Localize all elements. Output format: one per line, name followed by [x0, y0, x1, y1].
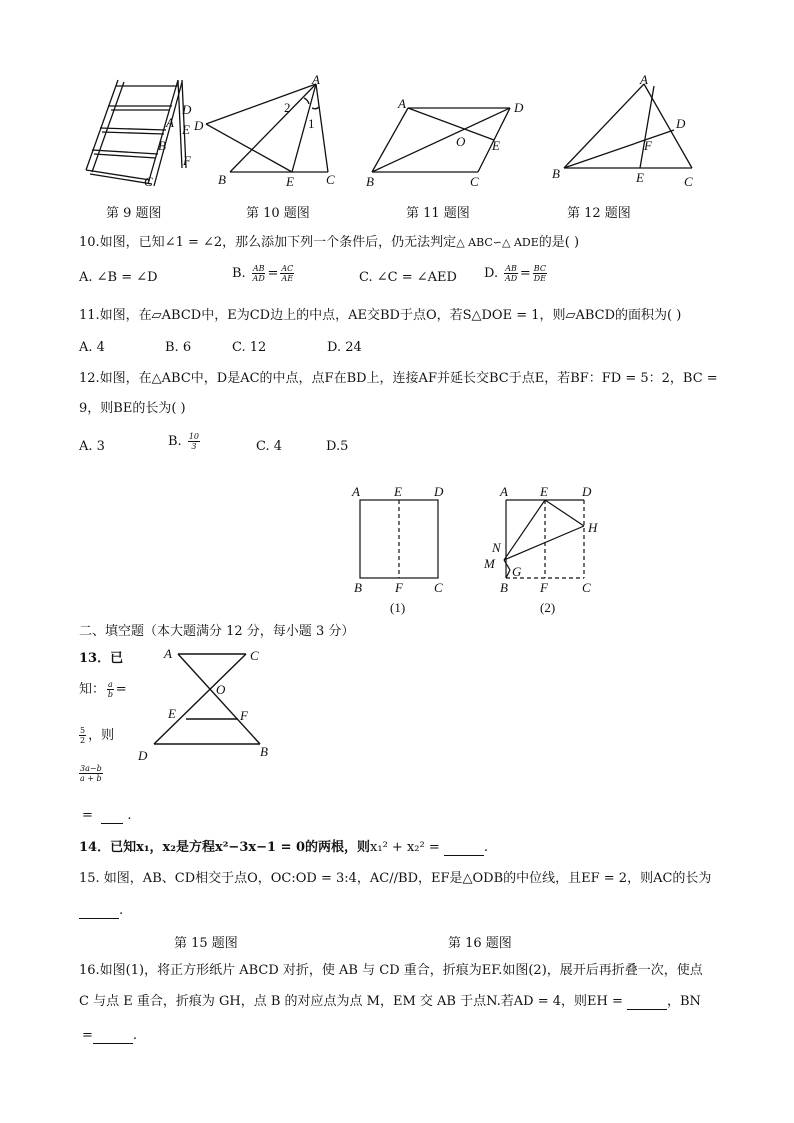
f16b-label-D: D: [582, 484, 592, 499]
q10-option-c: C. ∠C = ∠AED: [359, 270, 457, 285]
q12-option-c: C. 4: [256, 439, 283, 454]
f15-label-F: F: [240, 708, 248, 723]
f16b-label-F: F: [540, 580, 548, 595]
q13-answer: = .: [82, 808, 132, 823]
f16a-label-A: A: [352, 484, 360, 499]
f16b-label-A: A: [500, 484, 508, 499]
q11-option-a: A. 4: [79, 340, 105, 355]
f11-label-A: A: [398, 96, 406, 111]
q13-line2: 知： $\frac{a}{b}$ =: [79, 680, 127, 699]
f9-label-B: B: [158, 138, 166, 153]
f16a-label-C: C: [434, 580, 443, 595]
f16b-label-G: G: [512, 564, 522, 579]
figure-10-triangles: [192, 72, 352, 190]
f16a-label-B: B: [354, 580, 362, 595]
f10-label-B: B: [218, 172, 226, 187]
f11-label-C: C: [470, 174, 479, 189]
q16-line2: C 与点 E 重合，折痕为 GH，点 B 的对应点为点 M，EM 交 AB 于点N.若AD = 4，则EH = ，BN: [79, 994, 701, 1009]
q16-line3: = .: [82, 1028, 138, 1043]
f10-label-2: 2: [284, 100, 291, 115]
q13-line1: 13．已: [79, 651, 124, 666]
q12-option-b: B. $\frac{10}{3}$: [168, 432, 200, 451]
f15-label-A: A: [164, 646, 172, 661]
q12-stem-line1: 12.如图，在△ABC中，D是AC的中点，点F在BD上，连接AF并延长交BC于点E，若BF：FD = 5：2，BC =: [79, 371, 718, 386]
f16b-label-E: E: [540, 484, 548, 499]
f16b-label-N: N: [492, 540, 501, 555]
f10-label-A: A: [312, 72, 320, 87]
caption-fig15: 第 15 题图: [174, 936, 238, 951]
f10-label-C: C: [326, 172, 335, 187]
caption-fig9: 第 9 题图: [106, 206, 162, 221]
q10-option-a: A. ∠B = ∠D: [79, 270, 158, 285]
f9-label-A: A: [166, 115, 174, 130]
f16b-label-B: B: [500, 580, 508, 595]
f16a-caption: (1): [390, 600, 406, 615]
q13-line3: $\frac{5}{2}$ ，则: [80, 726, 115, 745]
f11-label-B: B: [366, 174, 374, 189]
f12-label-B: B: [552, 166, 560, 181]
q16-bn-blank[interactable]: [93, 1031, 133, 1044]
q16-eh-blank[interactable]: [627, 997, 667, 1010]
f16a-label-E: E: [394, 484, 402, 499]
q10-option-d: D. $\frac{AB}{AD}$ = $\frac{BC}{DE}$: [484, 264, 546, 283]
f10-label-E: E: [286, 174, 294, 189]
figure-15-hourglass: [134, 640, 284, 764]
f10-label-1: 1: [308, 116, 315, 131]
q15-line2: .: [79, 903, 123, 919]
figure-16-2-folded-square: [478, 484, 608, 620]
f10-label-D: D: [194, 118, 204, 133]
q10-stem: 10.如图，已知∠1 = ∠2，那么添加下列一个条件后，仍无法判定△ ABC∽△ ADE的是( ): [79, 235, 580, 250]
f12-label-C: C: [684, 174, 693, 189]
f9-label-F: F: [183, 153, 191, 168]
q12-stem-line2: 9，则BE的长为( ): [79, 401, 186, 416]
q11-option-c: C. 12: [232, 340, 267, 355]
f15-label-O: O: [216, 682, 226, 697]
q15-answer-blank[interactable]: [79, 906, 119, 919]
q11-option-b: B. 6: [165, 340, 192, 355]
f11-label-E: E: [492, 138, 500, 153]
q14-stem: 14．已知x₁，x₂是方程x²−3x−1 = 0的两根，则x₁² + x₂² = .: [79, 840, 489, 855]
q11-stem: 11.如图，在▱ABCD中，E为CD边上的中点，AE交BD于点O，若S△DOE = 1，则▱ABCD的面积为( ): [79, 308, 682, 323]
q16-line1: 16.如图(1)，将正方形纸片 ABCD 对折，使 AB 与 CD 重合，折痕为EF.如图(2)，展开后再折叠一次，使点: [79, 963, 703, 978]
caption-fig10: 第 10 题图: [246, 206, 310, 221]
q13-answer-blank[interactable]: [101, 811, 123, 824]
caption-fig12: 第 12 题图: [567, 206, 631, 221]
caption-fig16: 第 16 题图: [448, 936, 512, 951]
f16b-label-M: M: [484, 556, 495, 571]
f9-label-C: C: [144, 174, 153, 189]
f11-label-D: D: [514, 100, 524, 115]
f15-label-C: C: [250, 648, 259, 663]
f9-label-E: E: [182, 122, 190, 137]
q14-answer-blank[interactable]: [444, 843, 484, 856]
figure-9-shelf: [78, 72, 198, 190]
f12-label-D: D: [676, 116, 686, 131]
q12-option-a: A. 3: [79, 439, 105, 454]
f11-label-O: O: [456, 134, 466, 149]
q13-line4: $\frac{3a-b}{a + b}$: [80, 764, 102, 783]
caption-fig11: 第 11 题图: [406, 206, 470, 221]
figure-16-1-square: [348, 484, 458, 620]
f16b-caption: (2): [540, 600, 556, 615]
q11-option-d: D. 24: [327, 340, 362, 355]
f16a-label-D: D: [434, 484, 444, 499]
figure-11-parallelogram: [360, 88, 540, 192]
f16b-label-C: C: [582, 580, 591, 595]
section-2-heading: 二、填空题（本大题满分 12 分，每小题 3 分）: [79, 624, 355, 639]
q15-line1: 15. 如图，AB、CD相交于点O，OC:OD = 3:4，AC//BD，EF是△ODB的中位线，且EF = 2，则AC的长为: [79, 871, 712, 886]
f15-label-E: E: [168, 706, 176, 721]
f16b-label-H: H: [588, 520, 598, 535]
f12-label-E: E: [636, 170, 644, 185]
f12-label-F: F: [644, 138, 652, 153]
f15-label-B: B: [260, 744, 268, 759]
figure-12-triangle: [548, 72, 708, 190]
f12-label-A: A: [640, 72, 648, 87]
q10-option-b: B. $\frac{AB}{AD}$ = $\frac{AC}{AE}$: [232, 264, 294, 283]
f15-label-D: D: [138, 748, 148, 763]
f16a-label-F: F: [395, 580, 403, 595]
q12-option-d: D.5: [326, 439, 349, 454]
f9-label-D: D: [182, 102, 192, 117]
